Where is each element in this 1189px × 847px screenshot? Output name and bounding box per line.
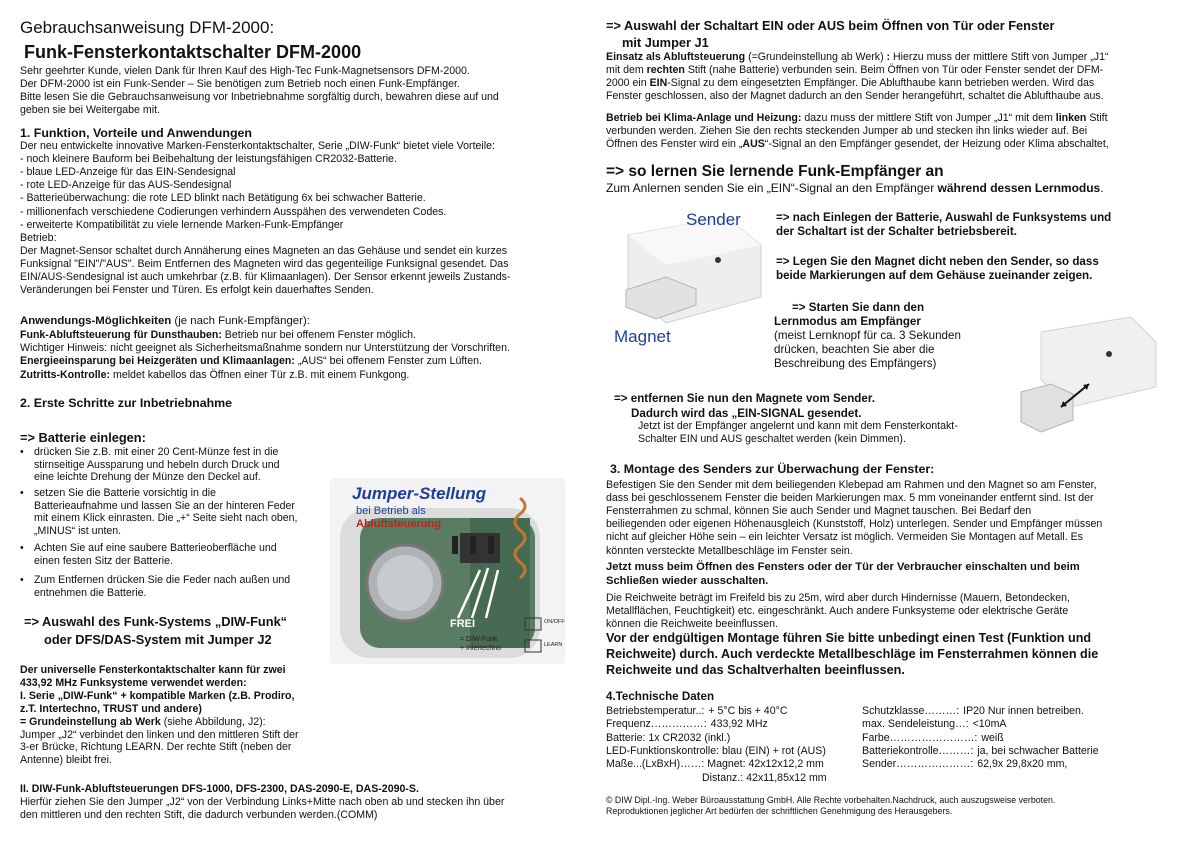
funk-system-line-part-1: I. Serie „DIW-Funk“ + kompatible Marken (z.B. Prodiro, (20, 689, 295, 702)
funk-system-line-part-2: 3-er Brücke, Richtung LEARN. Der rechte Stift (neben der (20, 741, 292, 754)
footer (606, 795, 1055, 817)
learn-subline-bold: während dessen Lernmodus (937, 181, 1101, 195)
spec-row (606, 758, 828, 770)
doc-subtitle: Funk-Fensterkontaktschalter DFM-2000 (24, 42, 362, 62)
battery-step-line: einen festen Sitz der Batterie. (34, 554, 173, 567)
section-4-heading: 4.Technische Daten (606, 690, 715, 703)
spec-row (862, 732, 1004, 744)
battery-step-line: setzen Sie die Batterie vorsichtig in die (34, 487, 216, 499)
bullet-icon: • (20, 542, 24, 554)
spec-key: Schutzklasse………: (862, 705, 960, 717)
switch-mode-heading-2: mit Jumper J1 (622, 35, 709, 50)
switch-paragraph-2-line-part-2: verbunden werden. Ziehen Sie den rechts steckenden Jumper ab und stecken ihn links wieder auf. Bei (606, 125, 1088, 137)
spec-key: Batterie: 1x CR2032 (inkl.) (606, 731, 731, 744)
application-line (20, 369, 409, 382)
section-1-line: - blaue LED-Anzeige für das EIN-Sendesignal (20, 166, 236, 179)
spec-value: weiß (981, 731, 1004, 744)
switch-paragraph-2-line (606, 125, 1087, 138)
learn-heading: => so lernen Sie lernende Funk-Empfänger an (606, 163, 944, 180)
battery-step-line: „MINUS“ ist unten. (34, 524, 122, 537)
learn-step-4-note-2: Schalter EIN und AUS geschaltet werden (kein Dimmen). (638, 432, 906, 445)
funk-system-line (20, 716, 266, 729)
spec-row (606, 705, 787, 717)
switch-paragraph-1-line-part-4: Hierzu muss der mittlere Stift von Jumper „J1“ (890, 51, 1109, 63)
jumper-frei-label: FREI (450, 618, 476, 630)
learn-step-3-line-3: (meist Lernknopf für ca. 3 Sekunden (774, 329, 961, 342)
learn-subline (606, 181, 1104, 195)
application-line-part-1: Funk-Abluftsteuerung für Dunsthauben: (20, 329, 222, 341)
switch-paragraph-2-line-part-3: AUS (742, 138, 765, 150)
section-1-line: Funksignal "EIN"/"AUS". Beim Entfernen des Magneten wird das gegenteilige Funksignal gesendet. Das (20, 257, 509, 270)
switch-paragraph-1-line (606, 77, 1094, 90)
section-3-bold-line: Schließen wieder ausschalten. (606, 574, 769, 587)
funk-system-line-part-1: Der universelle Fensterkontaktschalter kann für zwei (20, 664, 286, 676)
funk-system-line-part-1: z.T. Intertechno, TRUST und andere) (20, 702, 202, 715)
funk-system-line-part-2: Antenne) bleibt frei. (20, 754, 112, 767)
bullet-icon: • (20, 446, 24, 458)
jumper-title: Jumper-Stellung (352, 484, 487, 503)
bullet-icon: • (20, 574, 24, 586)
jumper-onoff-label: ON/OFF (544, 619, 565, 625)
switch-paragraph-1-line-part-1: Einsatz als Abluftsteuerung (606, 51, 746, 63)
learn-step-2 (776, 255, 1099, 283)
spec-row (862, 745, 1099, 757)
learn-step-1-line-1: => nach Einlegen der Batterie, Auswahl de Funksystems und (776, 211, 1112, 224)
spec-key: Distanz.: 42x11,85x12 mm (702, 771, 827, 784)
section-2b-line-2: den mittleren und den rechten Stift, die dadurch verbunden werden.(COMM) (20, 809, 378, 821)
learn-step-1-line-2: der Schaltart ist der Schalter betriebsbereit. (776, 225, 1017, 238)
application-line-part-2: „AUS“ bei offenem Fenster zum Lüften. (294, 355, 482, 368)
spec-row (606, 732, 734, 744)
learn-step-4-line-1: => entfernen Sie nun den Magnete vom Sender. (614, 392, 875, 405)
section-3-line: dass bei geschlossenem Fenster die beiden Markierungen max. 5 mm voneinander entfernt sind. Ist der (606, 492, 1094, 505)
spec-key: Batteriekontrolle………: (862, 744, 974, 757)
bullet-icon: • (20, 487, 24, 499)
spec-row (606, 718, 768, 730)
section-2b-heading: II. DIW-Funk-Abluftsteuerungen DFS-1000, DFS-2300, DAS-2090-E, DAS-2090-S. (20, 783, 419, 795)
section-1-line: - erweiterte Kompatibilität zu viele lernende Marken-Funk-Empfänger (20, 218, 344, 231)
footer-line-2: Reproduktionen jeglicher Art bedürfen der schriftlichen Genehmigung des Herausgebers. (606, 806, 953, 816)
battery-step-line: entnehmen die Batterie. (34, 586, 147, 599)
applications-title-suffix: (je nach Funk-Empfänger): (171, 315, 310, 327)
funk-system-line-part-1: 433,92 MHz Funksysteme verwendet werden: (20, 676, 247, 689)
jumper-diw-label: = DIW-Funk (460, 636, 498, 643)
section-3-line: Befestigen Sie den Sender mit dem beiliegenden Klebepad am Rahmen und den Magnet so am Fenster, (606, 479, 1097, 491)
funk-system-line-part-1: = Grundeinstellung ab Werk (20, 715, 161, 728)
spec-value: <10mA (972, 718, 1007, 731)
jumper-sub-2: Abluftsteuerung (356, 518, 441, 530)
switch-paragraph-2-line-part-4: Stift (1086, 112, 1108, 124)
battery-step-line: eine leichte Drehung der Münze den Deckel auf. (34, 471, 261, 484)
section-3-bold-line: Jetzt muss beim Öffnen des Fensters oder der Tür der Verbraucher einschalten und beim (606, 561, 1080, 573)
spec-key: max. Sendeleistung…: (862, 718, 969, 731)
learn-step-3-line-5: Beschreibung des Empfängers) (774, 357, 937, 370)
funk-system-line-part-2: (siehe Abbildung, J2): (160, 715, 266, 728)
switch-paragraph-2-line (606, 112, 1108, 125)
funk-system-line (20, 690, 294, 703)
learn-step-2-line-2: beide Markierungen auf dem Gehäuse zueinander zeigen. (776, 269, 1093, 282)
footer-line-1: © DIW Dipl.-Ing. Weber Büroausstattung GmbH. Alle Rechte vorbehalten.Nachdruck, auch auszugsweise verboten. (606, 795, 1056, 805)
doc-title: Gebrauchsanweisung DFM-2000: (20, 18, 275, 37)
learn-step-3 (774, 301, 961, 371)
switch-paragraph-1-line-part-2: 2000 ein (606, 77, 650, 89)
switch-paragraph-1-line-part-3: rechten (646, 64, 685, 76)
switch-paragraph-1-line-part-2: Fenster geschlossen, also der Magnet dadurch an den Sender herangeführt, schaltet die Ablufthaube aus. (606, 90, 1104, 102)
spec-row (862, 705, 1084, 717)
switch-paragraph-1-line-part-4: Stift (nahe Batterie) verbunden sein. Beim Öffnen von Tür oder Fenster sendet der DFM- (684, 64, 1104, 76)
section-3-line: beiliegenden oder eigenen Höhenausgleich (Kunststoff, Holz) unterlegen. Sender und Empfänger müssen (606, 518, 1103, 531)
switch-paragraph-2-line-part-3: linken (1055, 112, 1087, 124)
learn-subline-text: Zum Anlernen senden Sie ein „EIN“-Signal an den Empfänger (606, 181, 938, 195)
switch-paragraph-2-line-part-4: “-Signal an den Empfänger gesendet, der Heizung oder Klima abschaltet, (764, 138, 1109, 150)
learn-step-4 (614, 391, 875, 421)
application-line (20, 329, 416, 342)
switch-paragraph-1-line-part-2: (=Grundeinstellung ab Werk) (745, 51, 887, 63)
applications-title: Anwendungs-Möglichkeiten (20, 315, 172, 327)
jumper-sub-1: bei Betrieb als (356, 505, 426, 517)
spec-value: + 5°C bis + 40°C (708, 705, 788, 717)
learn-step-2-line-1: => Legen Sie den Magnet dicht neben den Sender, so dass (776, 255, 1099, 268)
application-line-part-2: Wichtiger Hinweis: nicht geeignet als Sicherheitsmaßnahme sondern nur Unterstützung der Vorschriften. (20, 342, 510, 355)
funk-system-line (20, 703, 202, 716)
learn-step-3-line-4: drücken, beachten Sie aber die (774, 343, 935, 356)
section-2-heading: 2. Erste Schritte zur Inbetriebnahme (20, 396, 233, 410)
section-3-range-line: können die Reichweite beeinflussen. (606, 618, 778, 630)
spec-value: 62,9x 29,8x20 mm, (977, 758, 1068, 771)
switch-paragraph-1-line-part-4: -Signal zu dem eingesetzten Empfänger. Die Ablufthaube kann betrieben werden. Wird das (667, 77, 1095, 89)
learn-step-3-line-1: => Starten Sie dann den (792, 301, 925, 314)
switch-paragraph-2-line (606, 138, 1109, 151)
switch-mode-heading-1: => Auswahl der Schaltart EIN oder AUS beim Öffnen von Tür oder Fenster (606, 18, 1055, 33)
section-3-line: könnten versteckte Metallbeschläge im Fenster sein. (606, 544, 853, 557)
intro-line-2: Der DFM-2000 ist ein Funk-Sender – Sie benötigen zum Betrieb noch einen Funk-Empfänger. (20, 78, 460, 90)
switch-paragraph-1-line-part-3: : (886, 51, 891, 63)
spec-row (702, 772, 831, 784)
switch-paragraph-1-line-part-2: mit dem (606, 64, 647, 76)
battery-step-line: stirnseitige Aussparung und hebeln durch Druck und (34, 458, 280, 471)
sender-distance-illustration (1001, 312, 1161, 442)
section-3-range-line: Metallflächen, Feuchtigkeit) etc. eingeschränkt. Auch andere Funksysteme oder elektrische Geräte (606, 605, 1069, 617)
learn-step-4-line-2: Dadurch wird das „EIN-SIGNAL gesendet. (631, 407, 862, 420)
funk-system-line (20, 729, 299, 742)
spec-value: 433,92 MHz (710, 718, 768, 731)
intro-line-1: Sehr geehrter Kunde, vielen Dank für Ihren Kauf des High-Tec Funk-Magnetsensors DFM-2000. (20, 65, 470, 77)
switch-paragraph-2-line-part-1: Betrieb bei Klima-Anlage und Heizung: (606, 112, 802, 124)
sender-label: Sender (686, 210, 741, 229)
switch-paragraph-2-line-part-2: Öffnen des Fenster wird ein „ (606, 138, 743, 150)
switch-paragraph-1-line (606, 51, 1109, 64)
section-1-line: - millionenfach verschiedene Codierungen verhindern Ausspähen des verwendeten Codes. (20, 205, 447, 218)
funk-system-heading-1: => Auswahl des Funk-Systems „DIW-Funk“ (24, 614, 288, 629)
section-3-heading: 3. Montage des Senders zur Überwachung der Fenster: (610, 462, 935, 476)
section-1-line: Der neu entwickelte innovative Marken-Fensterkontaktschalter, Serie „DIW-Funk“ bietet viele Vorteile: (20, 140, 495, 152)
spec-key: Betriebstemperatur..: (606, 705, 705, 717)
applications-heading (20, 315, 310, 328)
section-1-line: Betrieb: (20, 231, 57, 244)
intro-line-3: Bitte lesen Sie die Gebrauchsanweisung vor Inbetriebnahme sorgfältig durch, bewahren diese auf und (20, 91, 499, 103)
jumper-learn-label: LEARN (544, 642, 563, 648)
jumper-intertechno-label: + Intertechno (460, 645, 502, 652)
section-1-line: - noch kleinere Bauform bei Beibehaltung der leistungsfähigen CR2032-Batterie. (20, 153, 397, 166)
learn-subline-end: . (1100, 181, 1104, 195)
battery-step-line: Batterieaufnahme und lassen Sie an der hinteren Feder (34, 499, 295, 512)
funk-system-line (20, 754, 112, 767)
application-line-part-1: Energieeinsparung bei Heizgeräten und Klimaanlagen: (20, 355, 295, 368)
spec-value: ja, bei schwacher Batterie (977, 744, 1099, 757)
section-1-line: - Batterieüberwachung: die rote LED blinkt nach Betätigung 6x bei schwacher Batterie. (20, 192, 426, 205)
section-1-line: - rote LED-Anzeige für das AUS-Sendesignal (20, 179, 232, 192)
battery-step-line: Zum Entfernen drücken Sie die Feder nach außen und (34, 574, 291, 586)
application-line (20, 355, 482, 368)
funk-system-line-part-2: Jumper „J2“ verbindet den linken und den mittleren Stift der (20, 728, 299, 741)
application-line (20, 342, 510, 355)
battery-step-line: mit einem Klick einrasten. Die „+“ Seite sieht nach oben, (34, 512, 298, 525)
spec-key: Farbe……………………: (862, 731, 978, 744)
spec-key: Sender…………………: (862, 758, 974, 771)
section-3-line: Fensterrahmen zu schmal, können Sie auch Sender und Magnet tauschen. Bei Bedarf den (606, 505, 1032, 518)
spec-row (862, 758, 1067, 770)
section-1-heading: 1. Funktion, Vorteile und Anwendungen (20, 126, 252, 140)
spec-row (862, 718, 1006, 730)
section-3-final-line: Reichweite) durch. Auch verdeckte Metallbeschläge im Fensterrahmen können die (606, 646, 1099, 661)
spec-row (606, 745, 830, 757)
battery-step-line: drücken Sie z.B. mit einer 20 Cent-Münze fest in die (34, 446, 279, 458)
learn-step-3-line-2: Lernmodus am Empfänger (774, 315, 921, 328)
section-3-line: nicht auf gleicher Höhe sein – ein leichter Versatz ist möglich. Vermeiden Sie Montagen auf Metall. Es (606, 531, 1083, 544)
application-line-part-1: Zutritts-Kontrolle: (20, 368, 111, 381)
switch-paragraph-1-line (606, 90, 1104, 103)
section-1-line: EIN/AUS-Sendesignal ist auch umkehrbar (z.B. für Klimaanlagen). Der Sensor erkennt jeweils Zustands- (20, 271, 511, 283)
switch-paragraph-1-line-part-3: EIN (649, 77, 668, 89)
section-2b-line-1: Hierfür ziehen Sie den Jumper „J2“ von der Verbindung Links+Mitte nach oben ab und stecken ihn über (20, 796, 505, 808)
battery-step-line: Achten Sie auf eine saubere Batterieoberfläche und (34, 542, 277, 554)
switch-paragraph-2-line-part-2: dazu muss der mittlere Stift von Jumper „J1“ mit dem (801, 112, 1056, 124)
sender-magnet-image (606, 205, 766, 350)
magnet-label: Magnet (614, 327, 671, 346)
section-3-final-line: Vor der endgültigen Montage führen Sie bitte unbedingt einen Test (Funktion und (606, 631, 1092, 645)
intro-line-4: geben sie bei Weitergabe mit. (20, 104, 160, 116)
funk-system-heading-2: oder DFS/DAS-System mit Jumper J2 (44, 632, 272, 647)
spec-value: IP20 Nur innen betreiben. (963, 705, 1084, 717)
section-1-line: Veränderungen bei Fenster und Türen. Es erfolgt kein dauerhaftes Senden. (20, 284, 374, 297)
learn-step-1 (776, 211, 1111, 239)
switch-paragraph-1-line (606, 64, 1103, 77)
jumper-setting-image (330, 478, 565, 664)
funk-system-line (20, 741, 291, 754)
learn-step-4-note-1: Jetzt ist der Empfänger angelernt und kann mit dem Fensterkontakt- (638, 420, 958, 432)
application-line-part-2: meldet kabellos das Öffnen einer Tür z.B. mit einem Funkgong. (110, 368, 410, 381)
application-line-part-2: Betrieb nur bei offenem Fenster möglich. (221, 329, 416, 341)
battery-heading: => Batterie einlegen: (20, 430, 146, 445)
receiver-distance-image (1001, 312, 1161, 442)
section-3-range-line: Die Reichweite beträgt im Freifeld bis zu 25m, wird aber durch Hindernisse (Mauern, Betondecken, (606, 592, 1070, 604)
spec-key: Maße...(LxBxH)……: Magnet: 42x12x12,2 mm (606, 758, 824, 771)
spec-key: LED-Funktionskontrolle: blau (EIN) + rot (AUS) (606, 744, 826, 757)
section-1-line: Der Magnet-Sensor schaltet durch Annäherung eines Magneten an das Gehäuse und sendet ein kurzes (20, 244, 508, 257)
spec-key: Frequenz……………: (606, 718, 707, 731)
learn-step-4-note (638, 420, 958, 445)
section-3-final-line: Reichweite und das Schaltverhalten beeinflussen. (606, 662, 905, 677)
funk-system-line (20, 677, 247, 690)
funk-system-line (20, 664, 286, 677)
